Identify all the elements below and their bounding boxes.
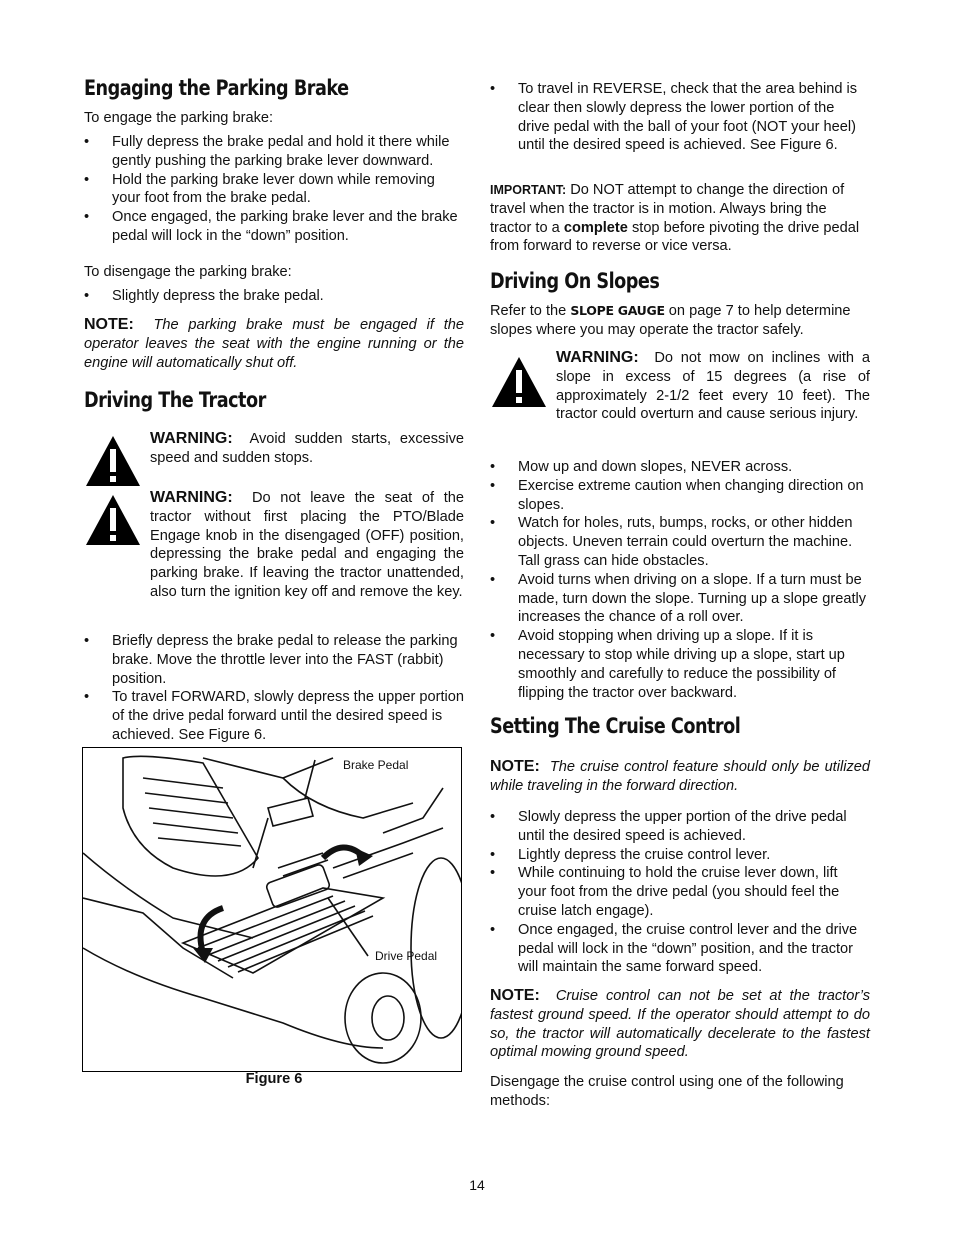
parking-disengage-bullets <box>84 287 464 306</box>
list-item: • Exercise extreme caution when changing direction on slopes. <box>490 477 864 513</box>
list-item: • Hold the parking brake lever down while removing your foot from the brake pedal. <box>84 171 435 207</box>
list-item: • Avoid turns when driving on a slope. If a turn must be made, turn down the slope. Turning up a slope greatly increases the chance of a roll over. <box>490 571 867 626</box>
list-item: • Once engaged, the parking brake lever and the brake pedal will lock in the “down” position. <box>84 209 458 244</box>
warning-triangle-icon <box>84 434 142 488</box>
list-item: • Slightly depress the brake pedal. <box>84 288 324 304</box>
list-item: • Mow up and down slopes, NEVER across. <box>490 459 793 475</box>
heading-driving-slopes: Driving On Slopes <box>490 269 660 293</box>
list-item: • To travel in REVERSE, check that the area behind is clear then slowly depress the lower portion of the drive pedal with the ball of your foot (NOT your heel) until the desired speed is achieved. See Figure 6. <box>490 81 858 154</box>
parking-note: NOTE: The parking brake must be engaged if the operator leaves the seat with the engine running or the engine will automatically shut off. <box>84 316 465 371</box>
list-item: • While continuing to hold the cruise lever down, lift your foot from the drive pedal (you should feel the cruise latch engage). <box>490 865 840 919</box>
parking-disengage: To disengage the parking brake: <box>84 264 292 280</box>
heading-parking-brake: Engaging the Parking Brake <box>84 76 349 100</box>
heading-driving-tractor: Driving The Tractor <box>84 388 266 412</box>
cruise-note-2: NOTE: Cruise control can not be set at the tractor’s fastest ground speed. If the operator should attempt to do so, the tractor will automatically decelerate to the fastest optimal mowing ground speed. <box>490 987 871 1061</box>
cruise-disengage: Disengage the cruise control using one of the following methods: <box>490 1074 844 1109</box>
brake-pedal-label: Brake Pedal <box>343 758 409 772</box>
cruise-bullets <box>490 808 870 977</box>
list-item: • Slowly depress the upper portion of the drive pedal until the desired speed is achieved. <box>490 809 847 844</box>
list-item: • Avoid stopping when driving up a slope. If it is necessary to stop while driving up a slope, start up smoothly and carefully to reduce the possibility of flipping the tractor over backward. <box>490 628 845 701</box>
cruise-note-1: NOTE: The cruise control feature should only be utilized while traveling in the forward direction. <box>490 758 870 794</box>
warning-triangle-icon <box>84 493 142 547</box>
list-item: • Once engaged, the cruise control lever and the drive pedal will lock in the “down” position, and the tractor will maintain the same forward speed. <box>490 921 858 976</box>
page-number: 14 <box>469 1177 485 1193</box>
tractor-pedal-illustration <box>83 748 462 1072</box>
slopes-bullets <box>490 458 870 702</box>
heading-cruise-control: Setting The Cruise Control <box>490 714 741 738</box>
list-item: • To travel FORWARD, slowly depress the upper portion of the drive pedal forward until the desired speed is achieved. See Figure 6. <box>84 689 465 743</box>
list-item: • Lightly depress the cruise control lever. <box>490 846 771 863</box>
list-item: • Briefly depress the brake pedal to release the parking brake. Move the throttle lever into the FAST (rabbit) position. <box>84 633 458 687</box>
warning-leave-seat: WARNING: Do not leave the seat of the tractor without first placing the PTO/Blade Engage knob in the disengaged (OFF) position, depressing the brake pedal and engaging the parking brake. If leaving the tractor unattended, also turn the ignition key off and remove the key. <box>150 489 464 600</box>
parking-intro: To engage the parking brake: <box>84 110 274 126</box>
list-item: • Fully depress the brake pedal and hold it there while gently pushing the parking brake lever downward. <box>84 134 450 169</box>
figure-caption: Figure 6 <box>245 1071 303 1087</box>
list-item: • Watch for holes, ruts, bumps, rocks, or other hidden objects. Uneven terrain could overturn the machine. Tall grass can hide obstacles. <box>490 515 853 569</box>
driving-bullets <box>84 632 464 745</box>
reverse-bullets <box>490 80 870 155</box>
slopes-intro: Refer to the SLOPE GAUGE on page 7 to help determine slopes where you may operate the tractor safely. <box>490 303 851 338</box>
important-note: IMPORTANT: Do NOT attempt to change the direction of travel when the tractor is in motion. Always bring the tractor to a complete stop before pivoting the drive pedal from forward to reverse or vice versa. <box>490 182 860 255</box>
warning-triangle-icon <box>490 355 548 409</box>
drive-pedal-label: Drive Pedal <box>375 949 438 963</box>
parking-bullets <box>84 133 464 246</box>
warning-sudden-starts: WARNING: Avoid sudden starts, excessive speed and sudden stops. <box>150 430 464 466</box>
warning-slopes: WARNING: Do not mow on inclines with a slope in excess of 15 degrees (a rise of approximately 2-1/2 feet every 10 feet). The tractor could overturn and cause serious injury. <box>556 349 870 423</box>
figure-6-tractor-pedals <box>82 747 462 1072</box>
